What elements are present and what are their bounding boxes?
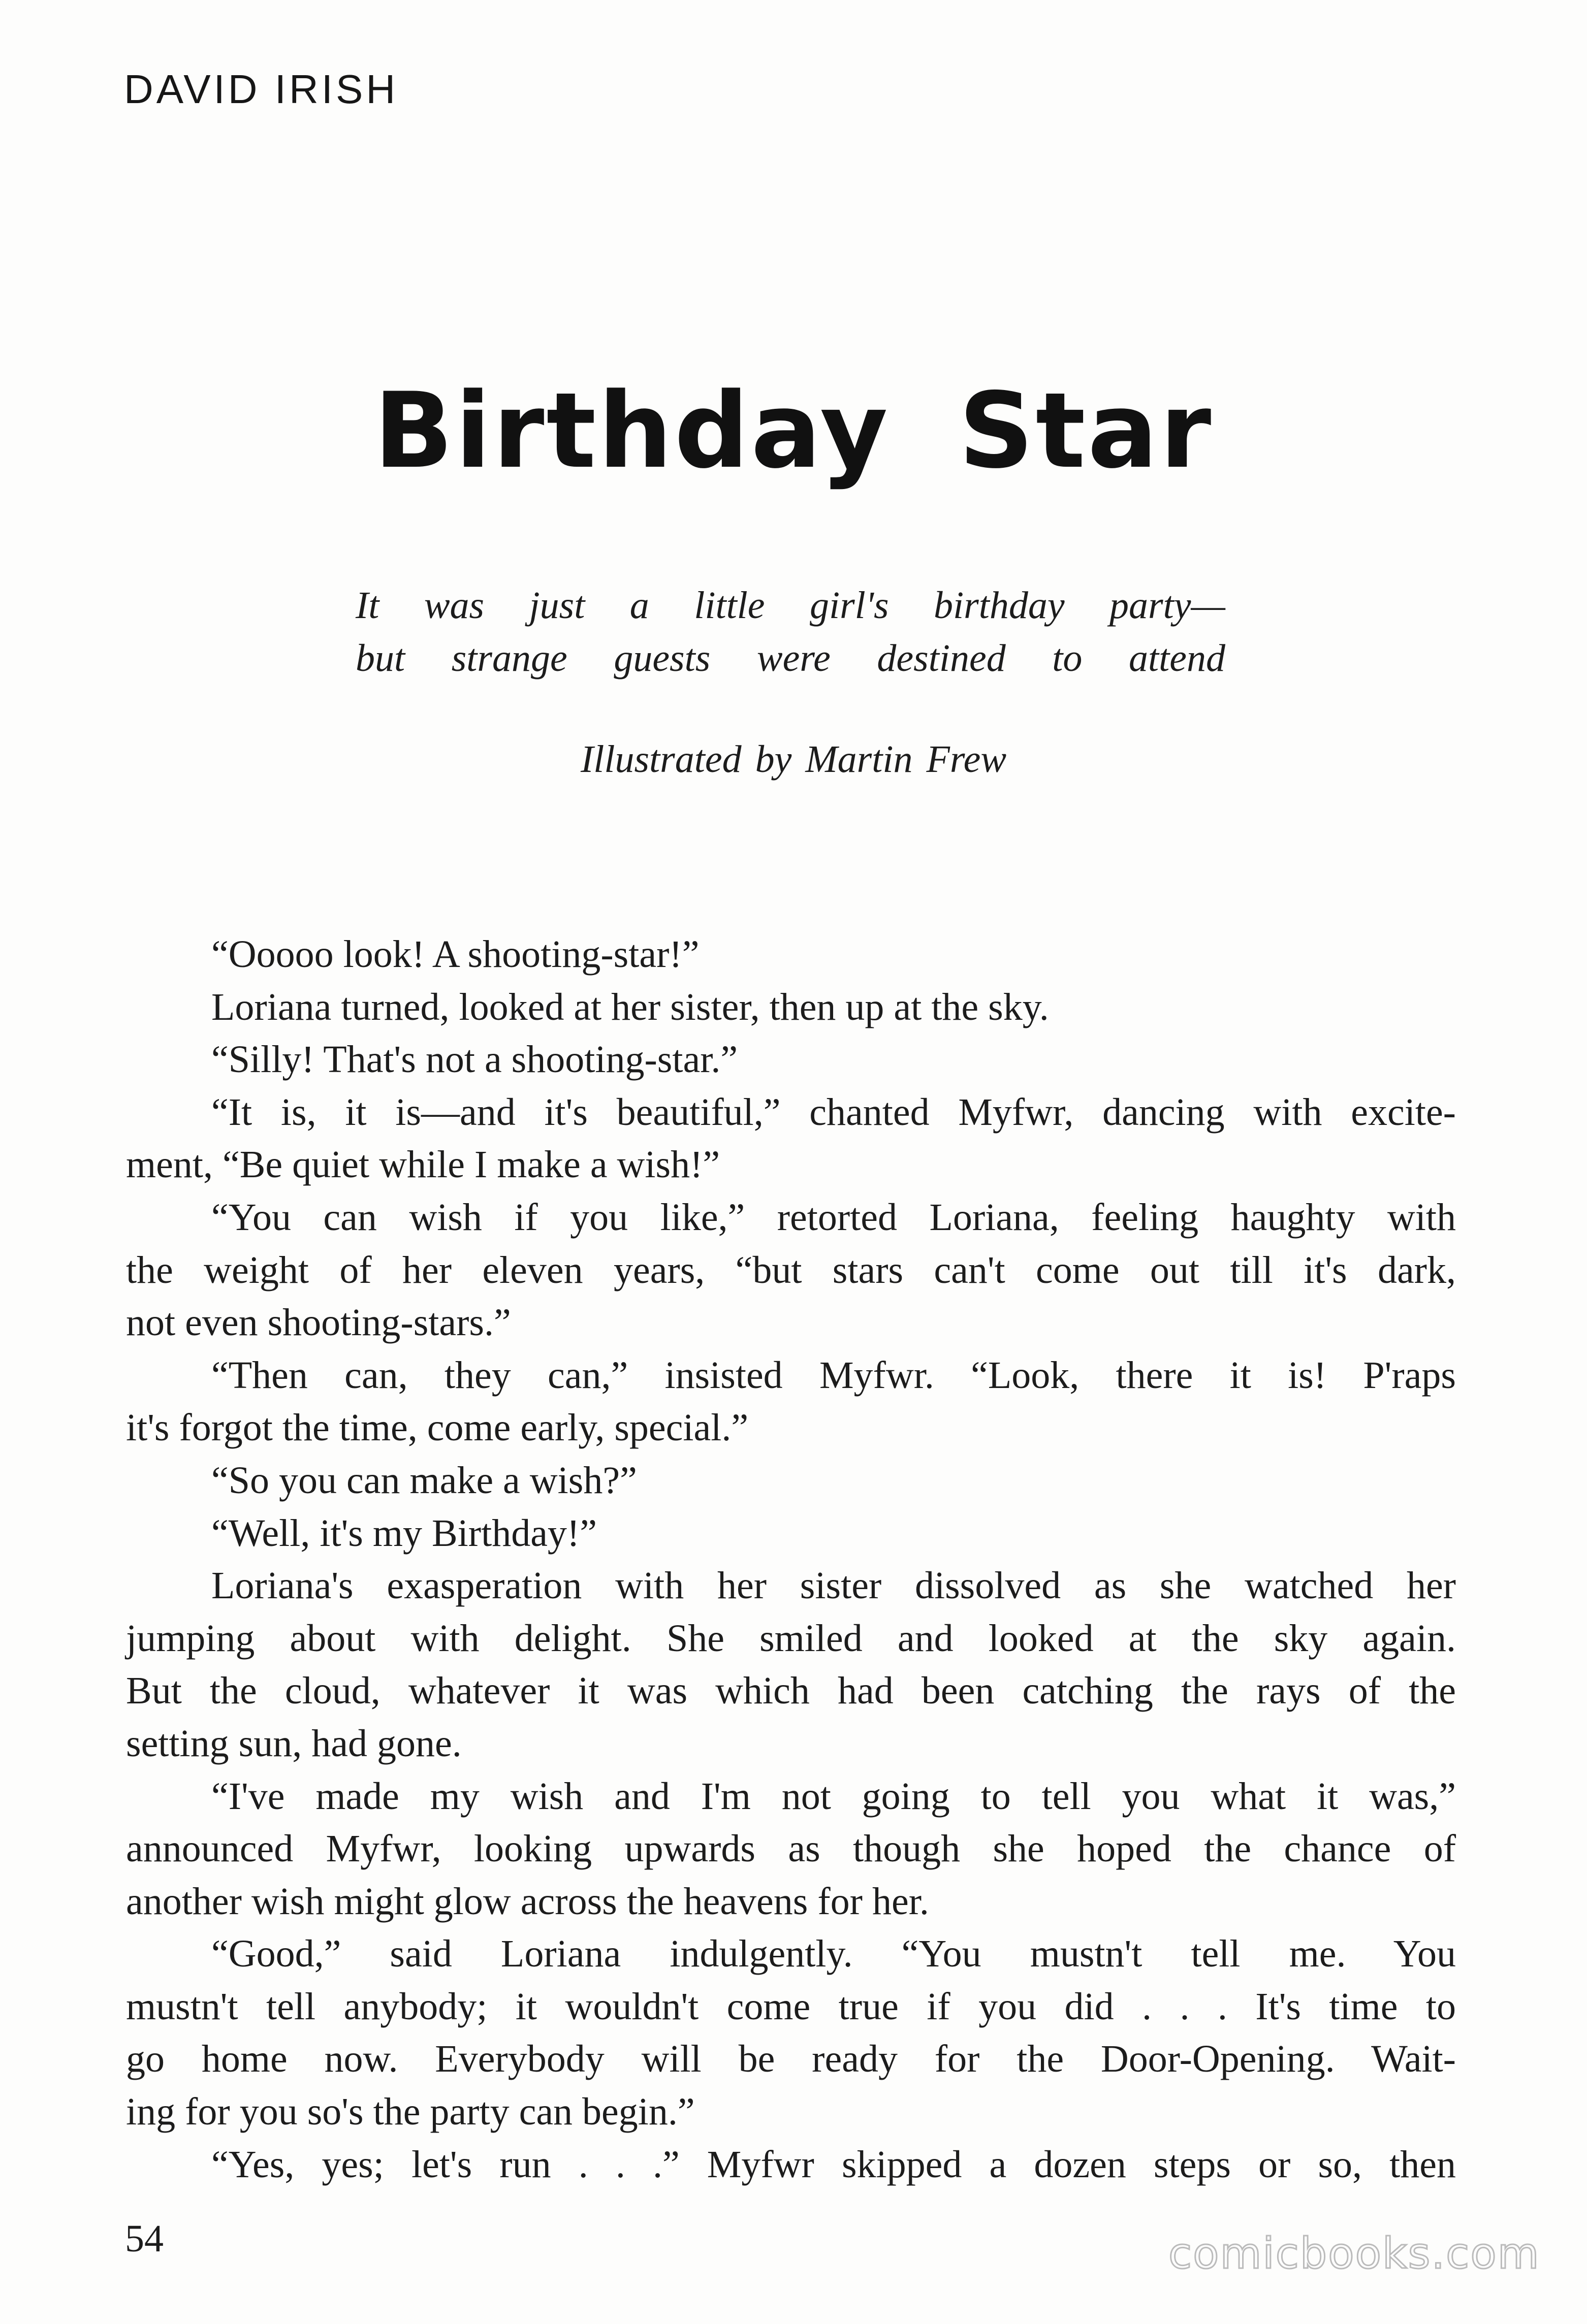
story-subtitle [356, 579, 1225, 685]
text-line: the weight of her eleven years, “but stars can't come out till it's dark, [126, 1248, 1456, 1292]
author-header: DAVID IRISH [124, 67, 399, 112]
page-number: 54 [125, 2217, 164, 2260]
text-line: jumping about with delight. She smiled and looked at the sky again. [126, 1617, 1456, 1660]
text-line: announced Myfwr, looking upwards as though she hoped the chance of [126, 1827, 1456, 1870]
text-line: ing for you so's the party can begin.” [126, 2090, 695, 2134]
text-line: “Well, it's my Birthday!” [211, 1511, 597, 1555]
text-line: it's forgot the time, come early, special.” [126, 1406, 749, 1449]
story-body [126, 928, 1456, 2191]
text-line: go home now. Everybody will be ready for the Door-Opening. Wait- [126, 2038, 1456, 2081]
text-line: mustn't tell anybody; it wouldn't come true if you did . . . It's time to [126, 1985, 1456, 2028]
text-line: “Silly! That's not a shooting-star.” [211, 1038, 738, 1081]
text-line: But the cloud, whatever it was which had been catching the rays of the [126, 1669, 1456, 1713]
text-line: another wish might glow across the heavens for her. [126, 1880, 929, 1923]
text-line: “You can wish if you like,” retorted Loriana, feeling haughty with [211, 1196, 1456, 1239]
subtitle-line: It was just a little girl's birthday party— [356, 584, 1225, 627]
illustrator-credit: Illustrated by Martin Frew [580, 738, 1007, 781]
text-line: ment, “Be quiet while I make a wish!” [126, 1143, 720, 1186]
subtitle-line: but strange guests were destined to attend [356, 637, 1225, 680]
text-line: “So you can make a wish?” [211, 1459, 637, 1502]
text-line: “Then can, they can,” insisted Myfwr. “Look, there it is! P'raps [211, 1353, 1456, 1397]
text-line: “Yes, yes; let's run . . .” Myfwr skipped a dozen steps or so, then [211, 2143, 1456, 2186]
story-title: Birthday Star [373, 371, 1214, 492]
text-line: Loriana turned, looked at her sister, then up at the sky. [211, 985, 1049, 1028]
text-line: setting sun, had gone. [126, 1722, 462, 1765]
text-line: Loriana's exasperation with her sister dissolved as she watched her [211, 1564, 1456, 1607]
text-line: “Good,” said Loriana indulgently. “You mustn't tell me. You [211, 1932, 1456, 1976]
watermark: comicbooks.com [1168, 2229, 1540, 2278]
text-line: “Ooooo look! A shooting-star!” [211, 933, 700, 976]
text-line: “I've made my wish and I'm not going to tell you what it was,” [211, 1774, 1456, 1818]
text-line: “It is, it is—and it's beautiful,” chanted Myfwr, dancing with excite- [211, 1090, 1456, 1134]
text-line: not even shooting-stars.” [126, 1301, 511, 1344]
